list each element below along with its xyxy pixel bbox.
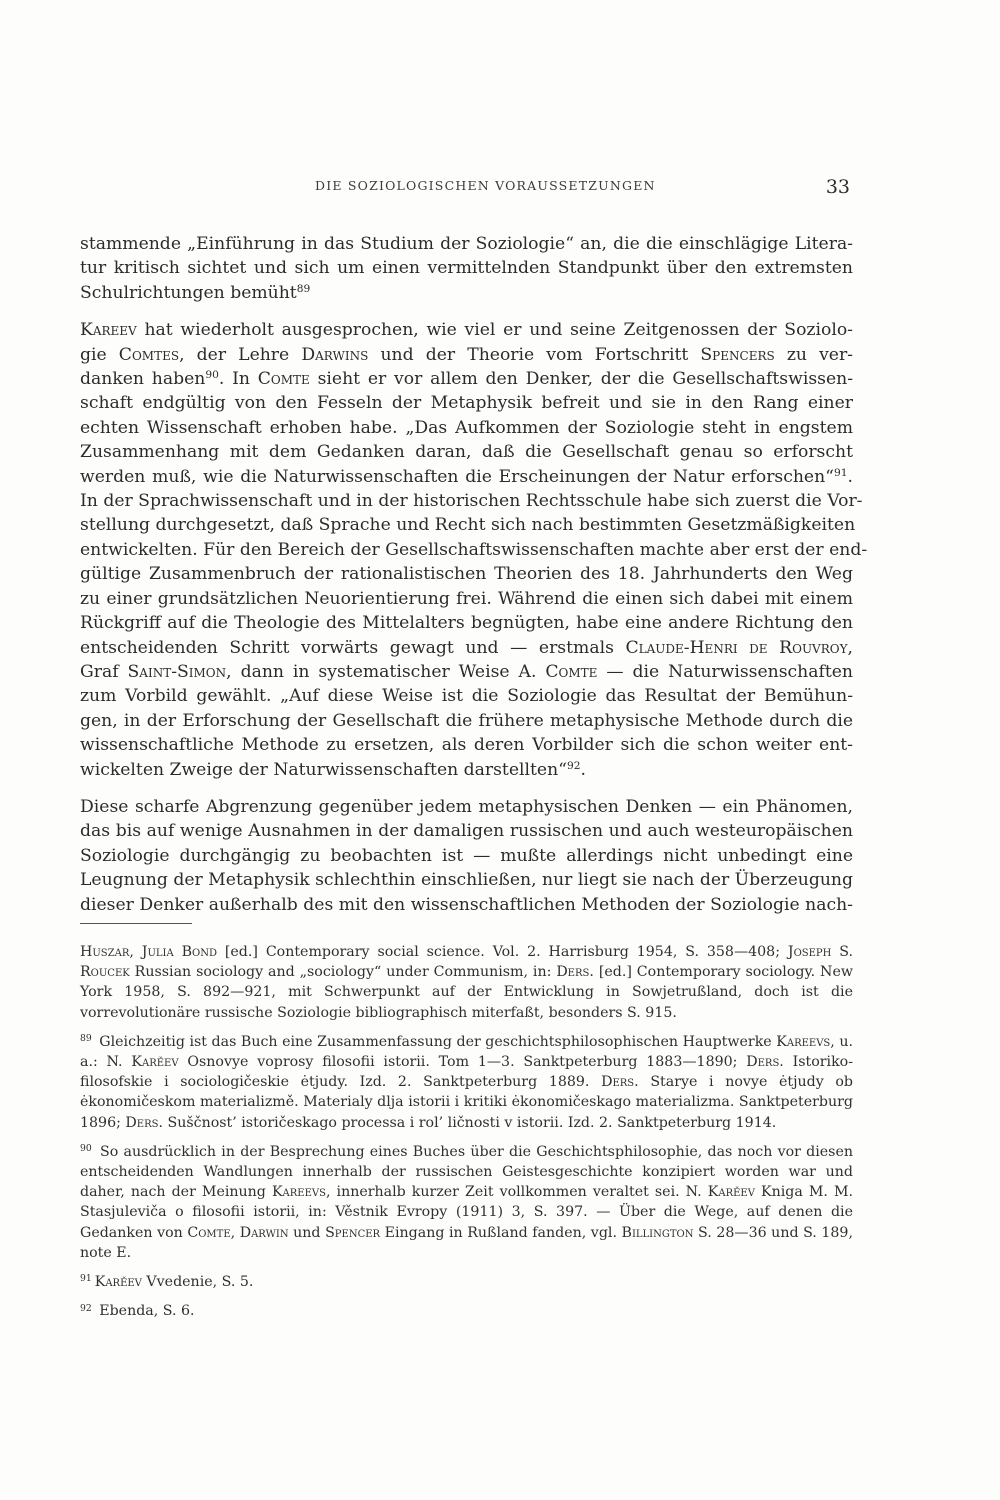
text-line: zum Vorbild gewählt. „Auf diese Weise ist die Soziologie das Resultat der Bemühun-: [80, 686, 853, 707]
text-line: In der Sprachwissenschaft und in der historischen Rechtsschule habe sich zuerst die Vor-: [80, 491, 863, 512]
text-line: entwickelten. Für den Bereich der Gesellschaftswissenschaften machte aber erst der end-: [80, 539, 868, 560]
footnote-92: $^{92}$ Ebenda, S. 6.: [80, 1302, 195, 1320]
text-line: danken haben$^{90}$. In Comte sieht er vor allem den Denker, der die Gesellschaftswissen-: [80, 368, 854, 390]
running-head: DIE SOZIOLOGISCHEN VORAUSSETZUNGEN: [315, 178, 656, 193]
paragraph-2: [80, 318, 868, 782]
text-line: das bis auf wenige Ausnahmen in der damaligen russischen und auch westeuropäischen: [80, 821, 853, 842]
footnote-number: 91: [80, 1273, 92, 1285]
footnote-number: 92: [80, 1302, 92, 1314]
footnote-ref: 89: [296, 281, 311, 295]
author-name: Spencers: [700, 344, 775, 365]
text-line: stammende „Einführung in das Studium der Soziologie“ an, die die einschlägige Litera-: [80, 234, 853, 254]
page-number: 33: [825, 176, 850, 198]
footnote-89: $^{89}$ Gleichzeitig ist das Buch eine Zusammenfassung der geschichtsphilosophischen Hauptwerke Kareevs, u. a.: N. Karěev Osnovye voprosy filosofii istorii. Tom 1—3. Sanktpeterburg 1883—1890; Ders. Istoriko-filosofskie i sociologičeskie ėtjudy. Izd. 2. Sanktpeterburg 1889. Ders. Starye i novye ėtjudy ob ėkonomičeskom materializmě. Materialy dlja istorii i kritiki ėkonomičeskago materializma. Sanktpeterburg 1896; Ders. Suščnost’ istoričeskago processa i rol’ ličnosti v istorii. Izd. 2. Sanktpeterburg 1914.: [80, 1033, 853, 1131]
text-line: Rückgriff auf die Theologie des Mittelalters begnügten, habe eine andere Richtung den: [80, 613, 853, 634]
author-name: Kareev: [80, 320, 137, 341]
text-line: Leugnung der Metaphysik schlechthin einschließen, nur liegt sie nach der Überzeugung: [80, 870, 853, 891]
text-line: Graf Saint-Simon, dann in systematischer Weise A. Comte — die Naturwissenschaften: [80, 661, 853, 682]
footnote-90: $^{90}$ So ausdrücklich in der Besprechung eines Buches über die Geschichtsphilosophie, das noch vor diesen entscheidenden Wandlungen innerhalb der russischen Geistesgeschichte konzipiert worden war und daher, nach der Meinung Kareevs, innerhalb kurzer Zeit vollkommen veraltet sei. N. Karěev Kniga M. M. Stasjulevičа o filosofii istorii, in: Věstnik Evropy (1911) 3, S. 397. — Über die Wege, auf denen die Gedanken von Comte, Darwin und Spencer Eingang in Rußland fanden, vgl. Billington S. 28—36 und S. 189, note E.: [80, 1143, 853, 1261]
footnote-ref: 90: [205, 368, 219, 382]
footnote-number: 89: [80, 1033, 92, 1045]
paragraph-3: [80, 795, 853, 917]
main-text: [80, 232, 868, 930]
text-line: wissenschaftliche Methode zu ersetzen, als deren Vorbilder sich die schon weiter ent-: [80, 735, 853, 756]
text-line: dieser Denker außerhalb des mit den wissenschaftlichen Methoden der Soziologie nach-: [80, 894, 853, 915]
text-line: echten Wissenschaft erhoben habe. „Das Aufkommen der Soziologie steht in engstem: [80, 417, 853, 438]
text-line: Soziologie durchgängig zu beobachten ist — mußte allerdings nicht unbedingt eine: [80, 845, 853, 866]
text-line: schaft endgültig von den Fesseln der Metaphysik befreit und sie in den Rang einer: [80, 393, 853, 414]
text-line: werden muß, wie die Naturwissenschaften die Erscheinungen der Natur erforschen“$^{91}$.: [80, 465, 853, 487]
footnote-91: $^{91}$ Karěev Vvedenie, S. 5.: [80, 1273, 254, 1291]
text-line: tur kritisch sichtet und sich um einen vermittelnden Standpunkt über den extremsten: [80, 258, 853, 279]
author-name: Claude-Henri de Rouvroy: [625, 637, 848, 658]
text-line: entscheidenden Schritt vorwärts gewagt und — erstmals Claude-Henri de Rouvroy,: [80, 637, 853, 658]
author-name: Comte: [257, 369, 310, 390]
footnote-divider: [80, 923, 192, 924]
footnote-ref: 92: [566, 758, 581, 772]
text-line: Kareev hat wiederholt ausgesprochen, wie viel er und seine Zeitgenossen der Soziolo-: [80, 320, 853, 341]
text-line: gie Comtes, der Lehre Darwins und der Theorie vom Fortschritt Spencers zu ver-: [80, 344, 853, 365]
footnote-ref: 91: [833, 465, 848, 479]
footnote-continuation: Huszar, Julia Bond [ed.] Contemporary social science. Vol. 2. Harrisburg 1954, S. 358—408; Joseph S. Roucek Russian sociology and „sociology“ under Communism, in: Ders. [ed.] Contemporary sociology. New York 1958, S. 892—921, mit Schwerpunkt auf der Entwicklung in Sowjetrußland, doch ist die vorrevolutionäre russische Soziologie bibliographisch miterfaßt, besonders S. 915.: [80, 944, 853, 1021]
text-line: wickelten Zweige der Naturwissenschaften darstellten“$^{92}$.: [80, 758, 586, 780]
paragraph-1: [80, 232, 853, 305]
text-line: Zusammenhang mit dem Gedanken daran, daß die Gesellschaft genau so erforscht: [80, 442, 853, 463]
text-line: gen, in der Erforschung der Gesellschaft die frühere metaphysische Methode durch die: [80, 710, 853, 731]
author-name: Saint-Simon: [127, 661, 227, 682]
text-line: Schulrichtungen bemüht$^{89}$: [80, 281, 311, 303]
footnote-number: 90: [80, 1143, 92, 1155]
text-line: stellung durchgesetzt, daß Sprache und Recht sich nach bestimmten Gesetzmäßigkeiten: [80, 515, 856, 536]
author-name: Comtes: [118, 344, 180, 365]
text-line: Diese scharfe Abgrenzung gegenüber jedem metaphysischen Denken — ein Phänomen,: [80, 796, 853, 817]
author-name: Darwins: [301, 344, 369, 365]
footnotes: [80, 942, 853, 1330]
author-name: Comte: [545, 661, 598, 682]
text-line: gültige Zusammenbruch der rationalistischen Theorien des 18. Jahrhunderts den Weg: [80, 564, 853, 585]
text-line: zu einer grundsätzlichen Neuorientierung frei. Während die einen sich dabei mit einem: [80, 588, 853, 609]
